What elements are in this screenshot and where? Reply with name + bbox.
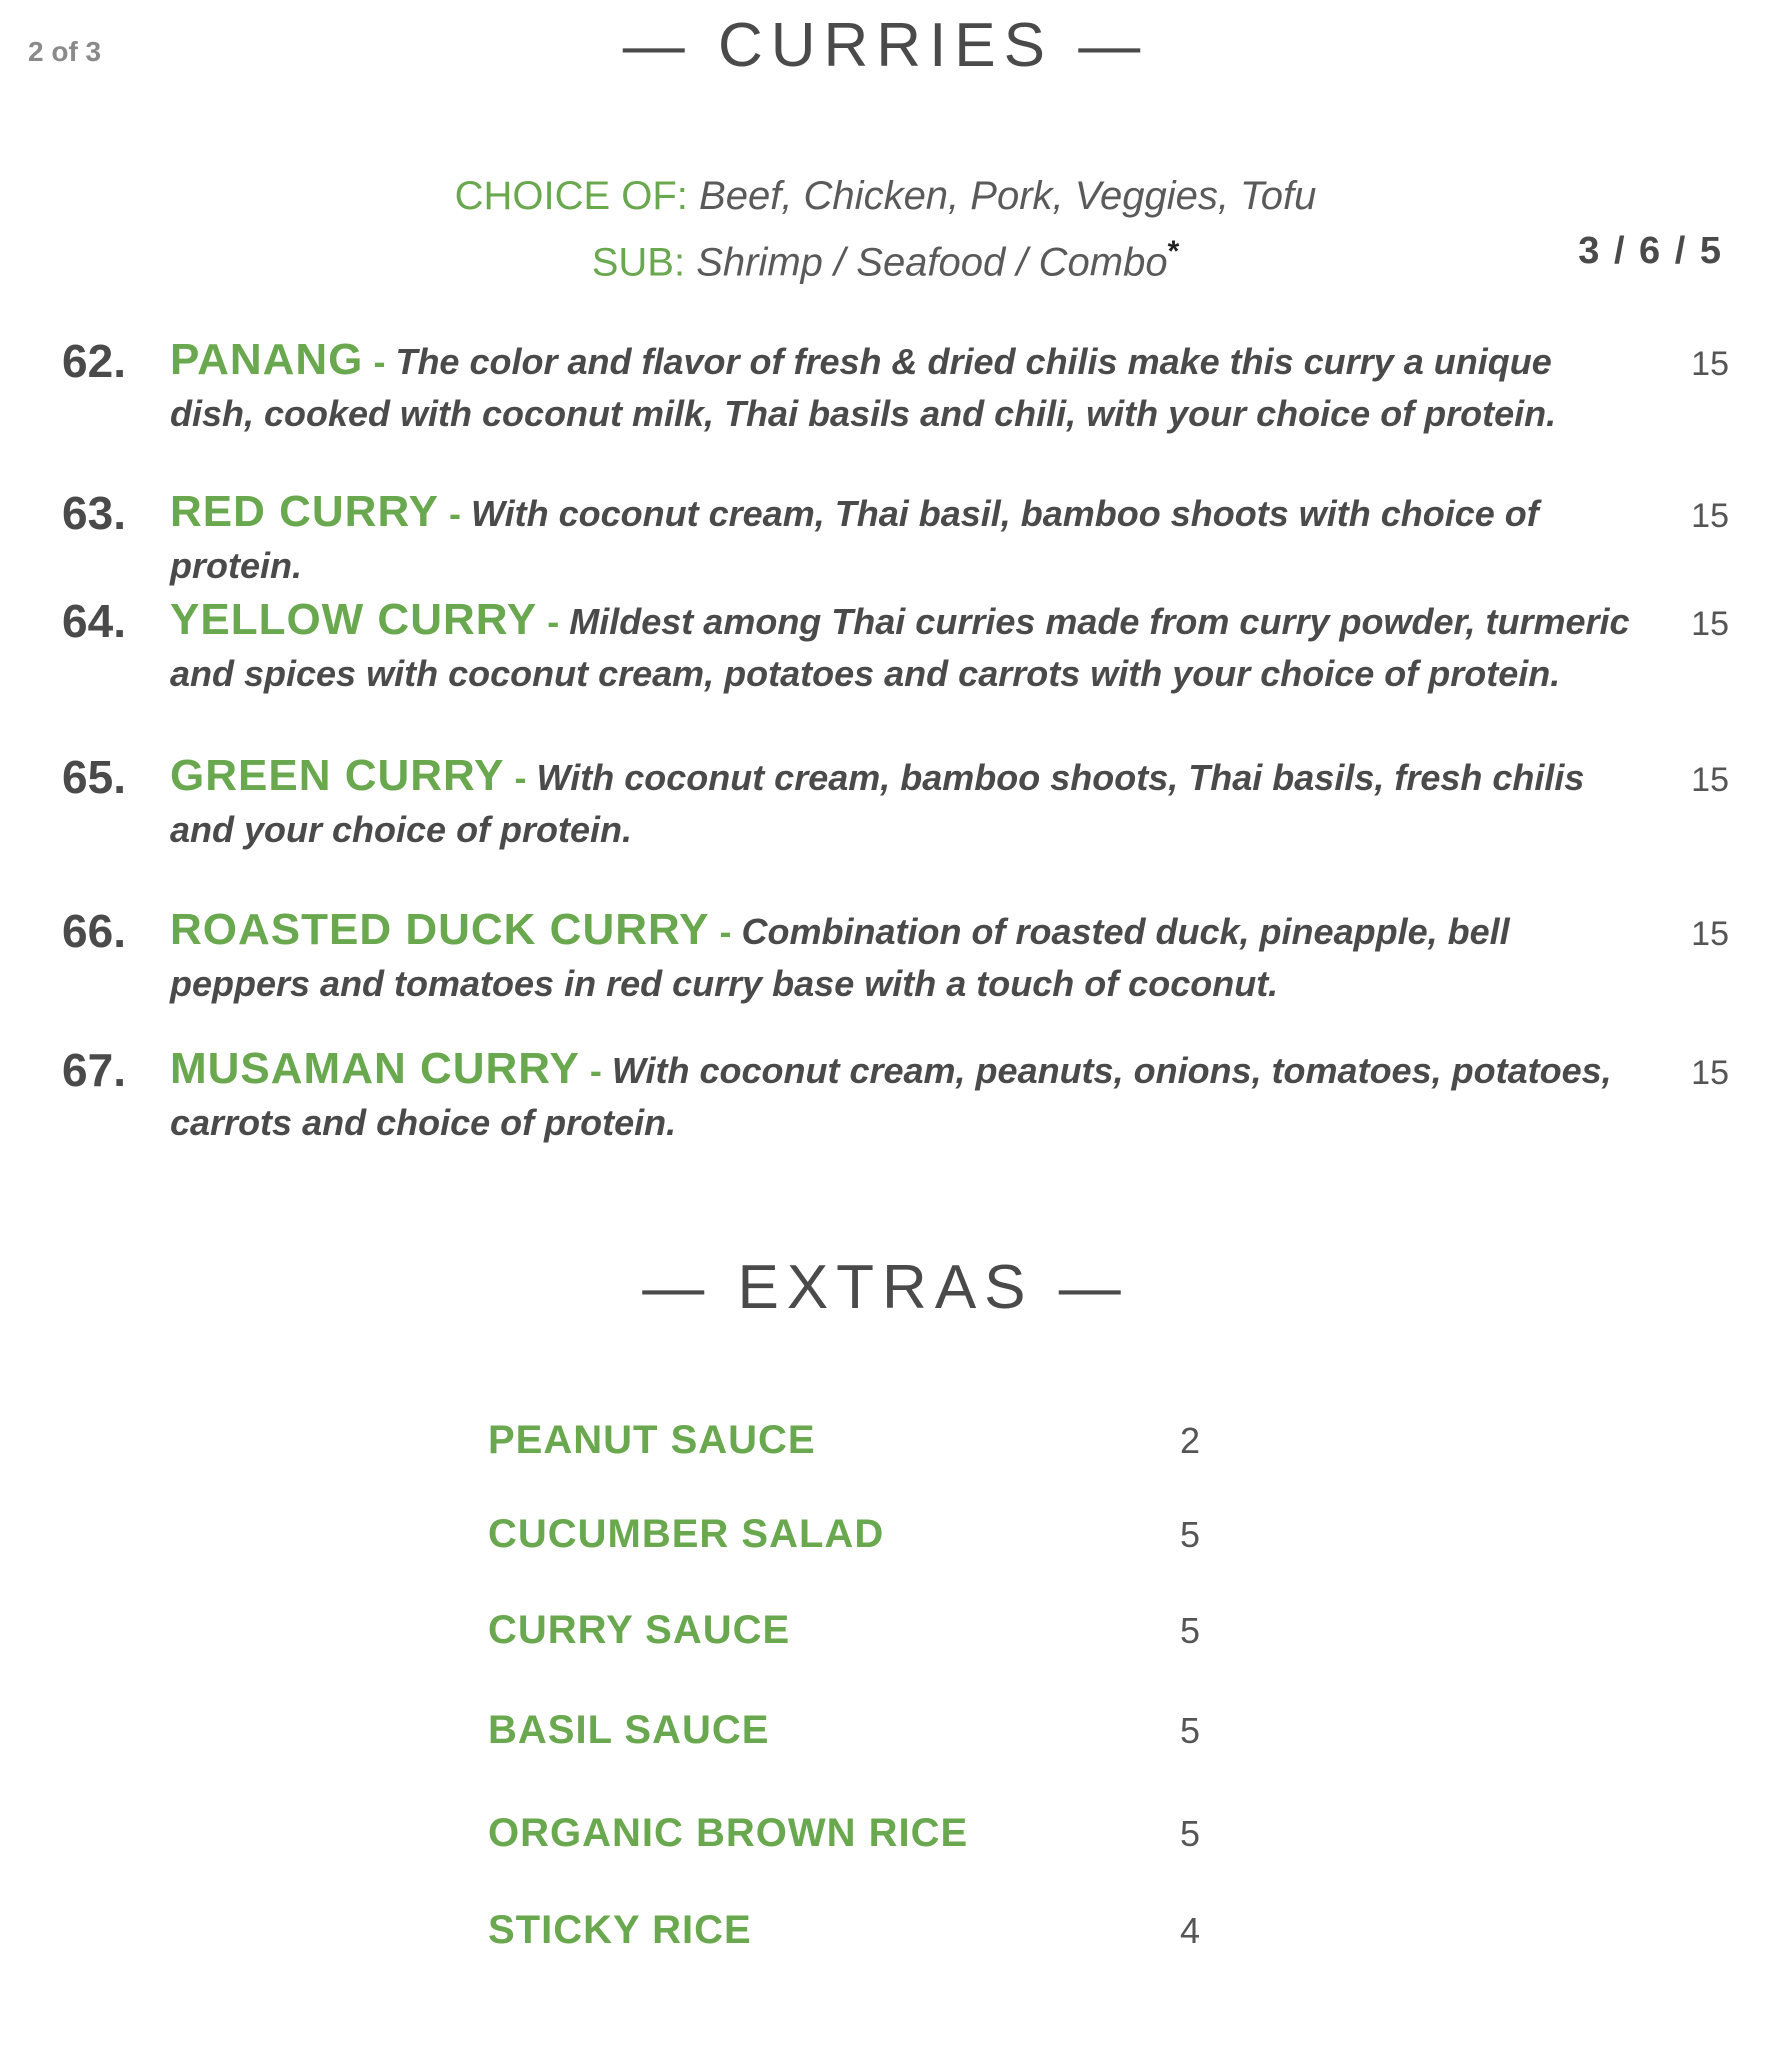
item-price: 15 bbox=[1691, 605, 1729, 643]
item-name: GREEN CURRY bbox=[170, 751, 505, 800]
extra-name: STICKY RICE bbox=[488, 1908, 752, 1952]
extra-name: BASIL SAUCE bbox=[488, 1708, 770, 1752]
item-description: Mildest among Thai curries made from curry powder, turmeric and spices with coconut cream, potatoes and carrots with your choice of protein. bbox=[170, 601, 1630, 694]
extra-name: PEANUT SAUCE bbox=[488, 1418, 816, 1462]
item-text bbox=[170, 594, 1630, 700]
item-number: 64. bbox=[62, 595, 126, 647]
sub-values: Shrimp / Seafood / Combo bbox=[696, 240, 1168, 285]
item-name: MUSAMAN CURRY bbox=[170, 1044, 580, 1093]
item-description: With coconut cream, bamboo shoots, Thai basils, fresh chilis and your choice of protein. bbox=[170, 757, 1585, 850]
item-text bbox=[170, 334, 1630, 440]
choice-of-line bbox=[0, 168, 1771, 224]
item-name: PANANG bbox=[170, 335, 364, 384]
extra-price: 5 bbox=[1180, 1610, 1201, 1651]
item-text bbox=[170, 750, 1630, 856]
extra-name: CURRY SAUCE bbox=[488, 1608, 791, 1652]
item-text bbox=[170, 1043, 1630, 1149]
item-separator: - bbox=[514, 757, 527, 798]
item-description: Combination of roasted duck, pineapple, bell peppers and tomatoes in red curry base with a touch of coconut. bbox=[170, 911, 1510, 1004]
choice-of-values: Beef, Chicken, Pork, Veggies, Tofu bbox=[699, 174, 1317, 218]
item-number: 62. bbox=[62, 335, 126, 387]
item-description: With coconut cream, peanuts, onions, tomatoes, potatoes, carrots and choice of protein. bbox=[170, 1050, 1612, 1143]
item-price: 15 bbox=[1691, 1054, 1729, 1092]
extra-price: 5 bbox=[1180, 1813, 1201, 1854]
item-number: 63. bbox=[62, 487, 126, 539]
sub-line bbox=[0, 224, 1771, 290]
choice-of-label: CHOICE OF: bbox=[454, 174, 688, 218]
item-price: 15 bbox=[1691, 497, 1729, 535]
sub-asterisk: * bbox=[1167, 235, 1180, 268]
sub-label: SUB: bbox=[591, 240, 686, 285]
extra-price: 4 bbox=[1180, 1910, 1201, 1951]
protein-choice-block bbox=[0, 168, 1771, 290]
item-separator: - bbox=[719, 911, 732, 952]
sub-price: 3 / 6 / 5 bbox=[1578, 230, 1723, 272]
extra-name: CUCUMBER SALAD bbox=[488, 1512, 885, 1556]
item-name: YELLOW CURRY bbox=[170, 595, 538, 644]
item-separator: - bbox=[448, 493, 461, 534]
item-price: 15 bbox=[1691, 761, 1729, 799]
item-number: 65. bbox=[62, 751, 126, 803]
extra-price: 5 bbox=[1180, 1710, 1201, 1751]
item-text bbox=[170, 486, 1630, 592]
extra-name: ORGANIC BROWN RICE bbox=[488, 1811, 969, 1855]
item-name: ROASTED DUCK CURRY bbox=[170, 905, 710, 954]
item-separator: - bbox=[547, 601, 560, 642]
item-name: RED CURRY bbox=[170, 487, 439, 536]
item-text bbox=[170, 904, 1630, 1010]
extras-heading: — EXTRAS — bbox=[642, 1253, 1129, 1322]
item-price: 15 bbox=[1691, 915, 1729, 953]
item-separator: - bbox=[589, 1050, 602, 1091]
item-separator: - bbox=[373, 341, 386, 382]
item-number: 67. bbox=[62, 1044, 126, 1096]
item-number: 66. bbox=[62, 905, 126, 957]
extra-price: 5 bbox=[1180, 1514, 1201, 1555]
item-description: The color and flavor of fresh & dried chilis make this curry a unique dish, cooked with coconut milk, Thai basils and chili, with your choice of protein. bbox=[170, 341, 1557, 434]
item-price: 15 bbox=[1691, 345, 1729, 383]
page-indicator: 2 of 3 bbox=[28, 36, 102, 67]
extra-price: 2 bbox=[1180, 1420, 1201, 1461]
item-description: With coconut cream, Thai basil, bamboo shoots with choice of protein. bbox=[170, 493, 1539, 586]
curries-heading: — CURRIES — bbox=[622, 11, 1149, 80]
